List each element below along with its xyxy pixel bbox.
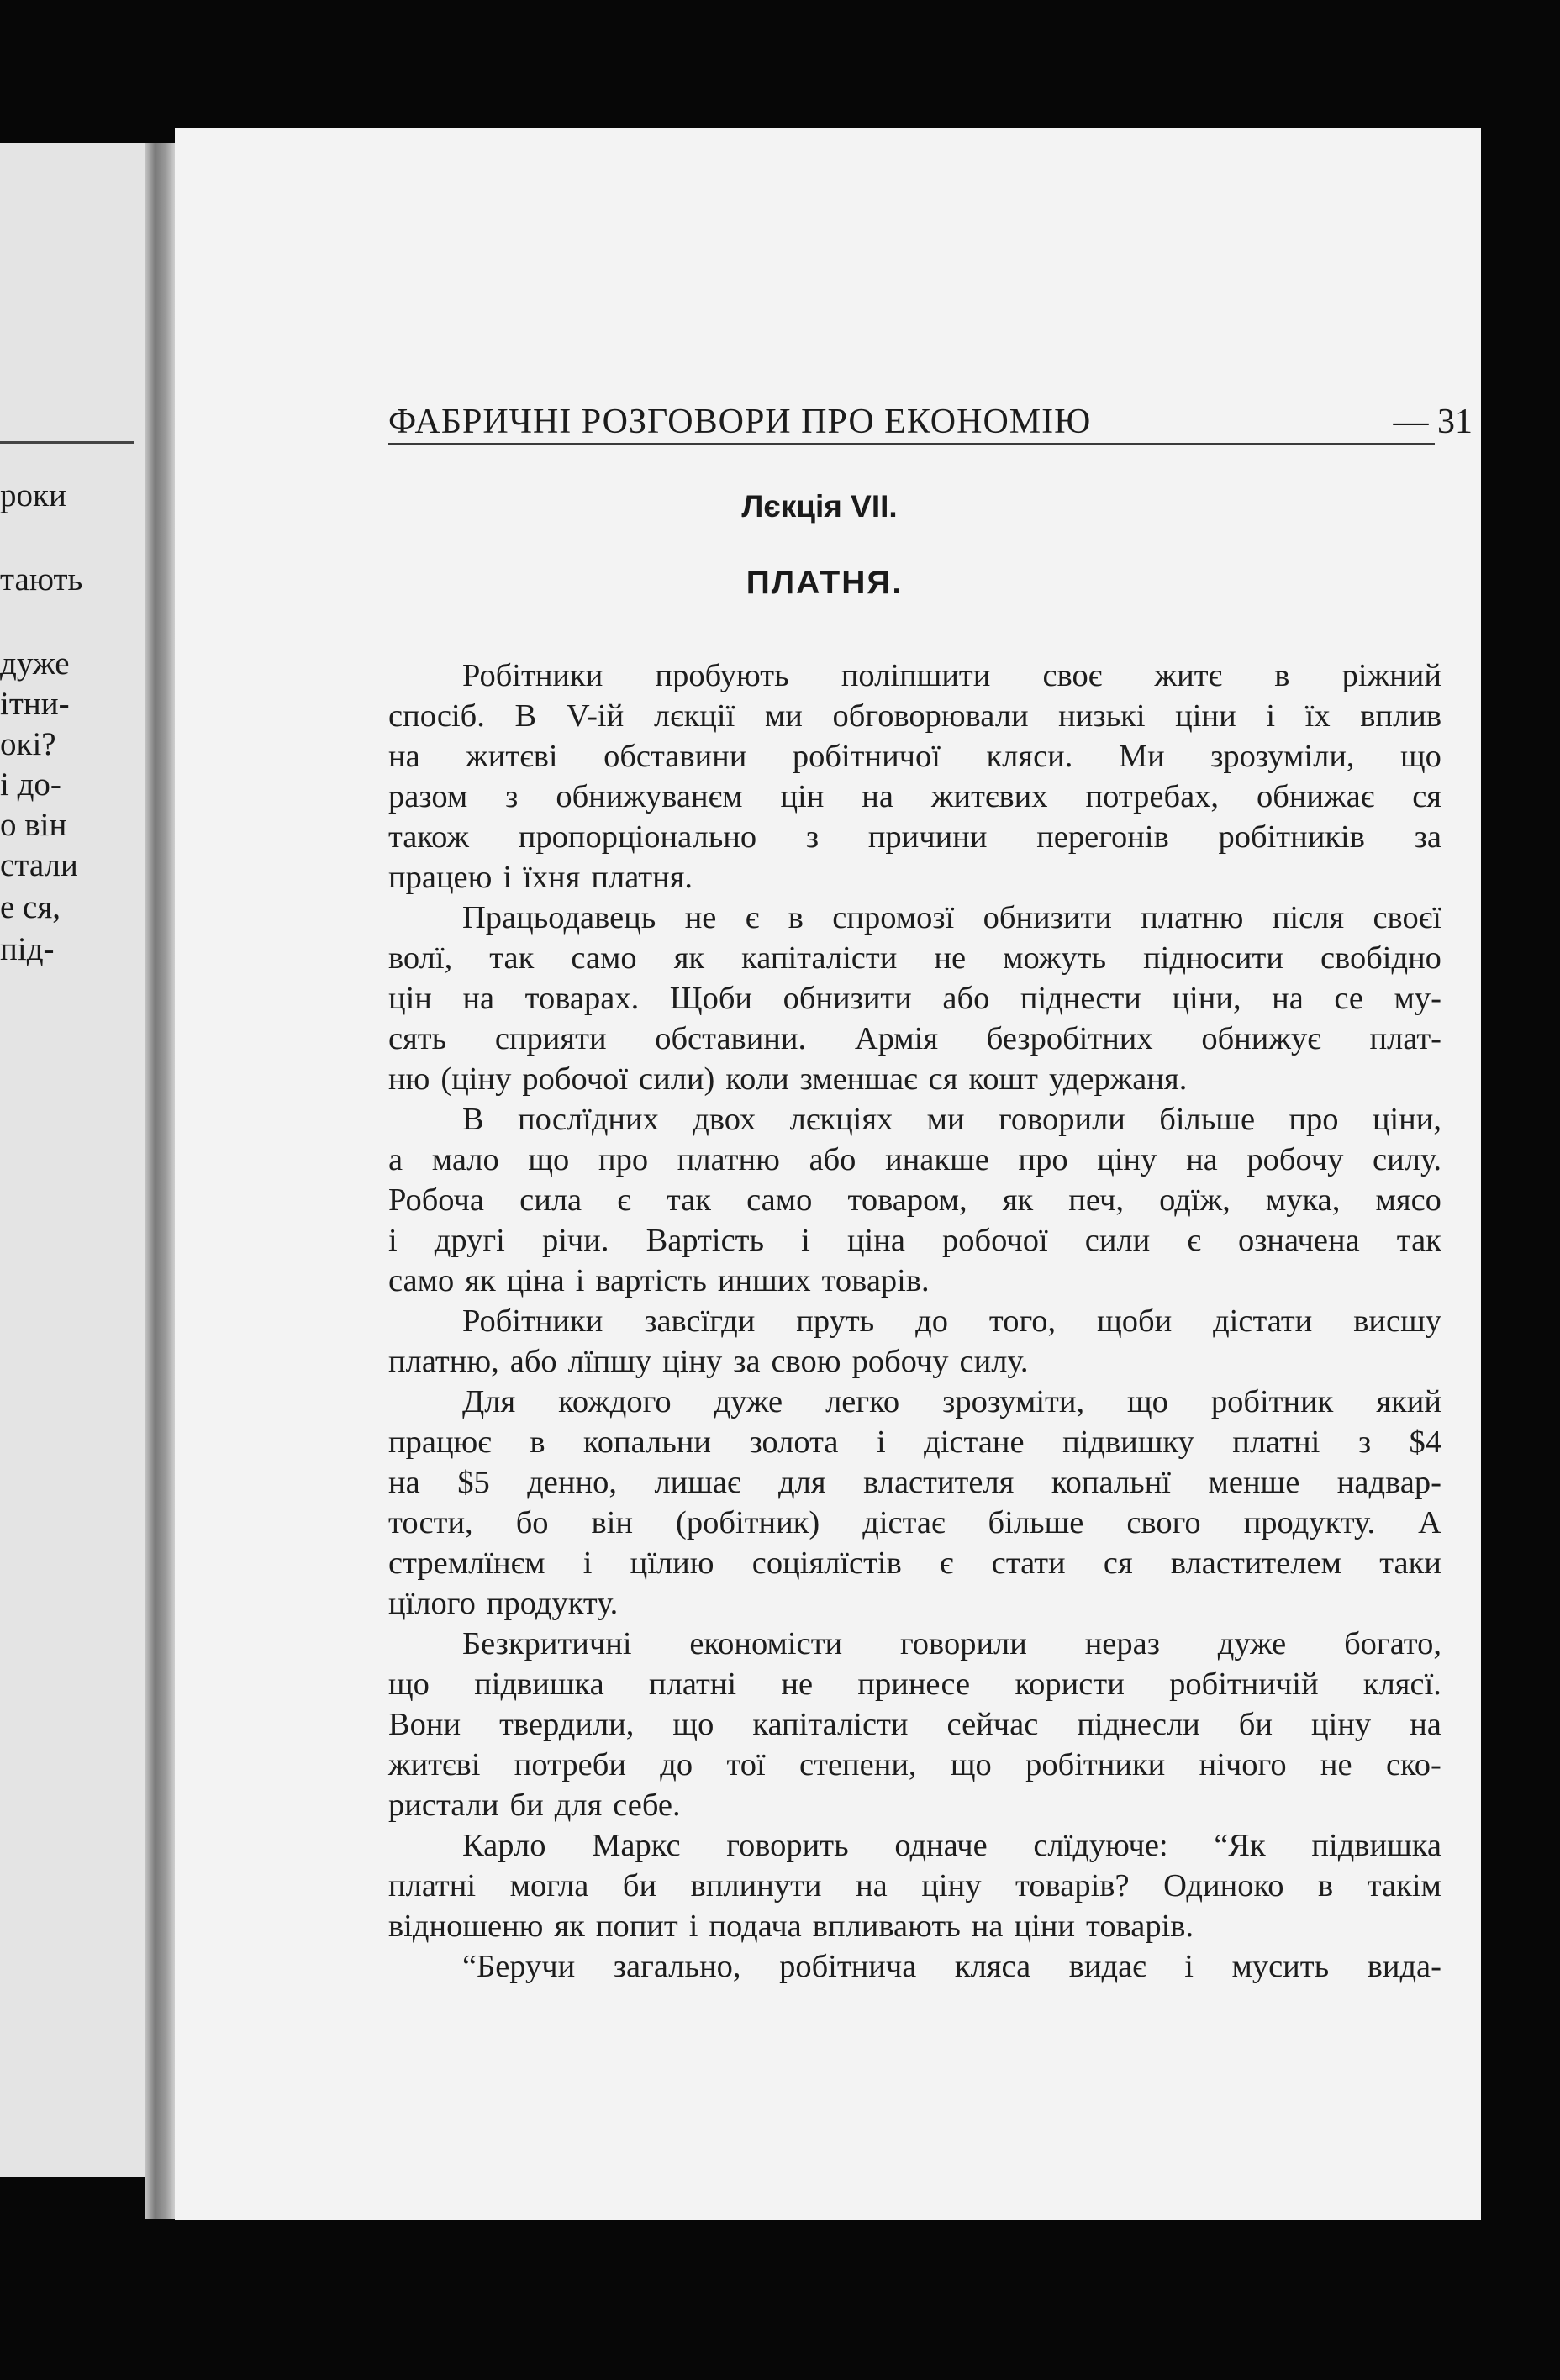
left-page-fragment: ітни-: [0, 686, 70, 722]
running-head: [388, 395, 1473, 445]
text-line: також пропорціонально з причини перегонів робітників за: [388, 819, 1441, 855]
paragraph: [388, 1946, 1441, 1987]
text-line: тости, бо він (робітник) дістає більше свого продукту. А: [388, 1505, 1441, 1540]
left-page-fragment: під-: [0, 931, 55, 967]
running-head-rule: [388, 443, 1435, 445]
text-line: платні могла би вплинути на ціну товарів? Одиноко в такім: [388, 1868, 1441, 1903]
paragraph: [388, 1382, 1441, 1624]
left-page-fragment: і до-: [0, 766, 61, 803]
text-line: платню, або лїпшу ціну за свою робочу силу.: [388, 1344, 1029, 1379]
text-line: “Беручи загально, робітнича кляса видає і мусить вида-: [462, 1949, 1441, 1984]
book-gutter: [145, 143, 175, 2219]
text-line: Працьодавець не є в спромозї обнизити платню після своєї: [462, 900, 1441, 935]
text-line: спосіб. В V-ій лєкції ми обговорювали низькі ціни і їх вплив: [388, 698, 1441, 734]
text-line: на $5 денно, лишає для властителя копальнї менше надвар-: [388, 1465, 1441, 1500]
left-page-fragment: дуже: [0, 645, 70, 682]
left-page-fragment: е ся,: [0, 889, 61, 925]
text-line: ню (ціну робочої сили) коли зменшає ся кошт удержаня.: [388, 1061, 1188, 1097]
text-line: волї, так само як капіталісти не можуть підносити свобідно: [388, 940, 1441, 976]
text-line: Робітники пробують поліпшити своє житє в ріжний: [462, 658, 1441, 693]
paragraph: [388, 1099, 1441, 1301]
text-line: В послїдних двох лєкціях ми говорили більше про ціни,: [462, 1102, 1441, 1137]
left-page-fragment: стали: [0, 847, 78, 883]
text-line: що підвишка платні не принесе користи робітничій клясї.: [388, 1667, 1441, 1702]
running-head-title: ФАБРИЧНІ РОЗГОВОРИ ПРО ЕКОНОМІЮ: [388, 403, 1092, 441]
text-line: цїлого продукту.: [388, 1586, 619, 1621]
text-line: працею і їхня платня.: [388, 860, 693, 895]
left-facing-page: [0, 143, 150, 2177]
text-line: і другі річи. Вартість і ціна робочої сили є означена так: [388, 1223, 1441, 1258]
left-page-fragment: роки: [0, 477, 66, 513]
left-page-fragment: тають: [0, 561, 83, 598]
text-line: цін на товарах. Щоби обнизити або піднести ціни, на се му-: [388, 981, 1441, 1016]
text-line: стремлїнєм і цїлию соціялїстів є стати ся властителем таки: [388, 1545, 1441, 1581]
text-line: разом з обнижуванєм цін на житєвих потребах, обнижає ся: [388, 779, 1441, 814]
paragraph: [388, 1301, 1441, 1382]
text-line: Робітники завсїгди пруть до того, щоби дістати висшу: [462, 1303, 1441, 1339]
text-line: а мало що про платню або инакше про ціну на робочу силу.: [388, 1142, 1441, 1177]
left-page-fragment: окі?: [0, 726, 56, 762]
paragraph: [388, 656, 1441, 898]
left-page-header-rule: [0, 441, 134, 444]
page-number: — 31: [1393, 403, 1473, 441]
paragraph: [388, 898, 1441, 1099]
text-line: сять сприяти обставини. Армія безробітних обнижує плат-: [388, 1021, 1441, 1056]
text-line: ристали би для себе.: [388, 1788, 681, 1823]
body-text: [388, 656, 1441, 1987]
text-line: Для кождого дуже легко зрозуміти, що робітник який: [462, 1384, 1441, 1419]
left-page-fragment: о він: [0, 807, 67, 843]
text-line: Безкритичні економісти говорили нераз дуже богато,: [462, 1626, 1441, 1661]
lecture-heading: Лєкція VII.: [741, 489, 898, 524]
text-line: на житєві обставини робітничої кляси. Ми зрозуміли, що: [388, 739, 1441, 774]
text-line: працює в копальни золота і дістане підвишку платні з $4: [388, 1424, 1441, 1460]
text-line: житєві потреби до тої степени, що робітники нічого не ско-: [388, 1747, 1441, 1782]
paragraph: [388, 1825, 1441, 1946]
paragraph: [388, 1624, 1441, 1825]
text-line: відношеню як попит і подача впливають на ціни товарів.: [388, 1909, 1194, 1944]
text-line: Карло Маркс говорить одначе слїдуюче: “Як підвишка: [462, 1828, 1441, 1863]
right-page: [175, 128, 1481, 2220]
section-title: ПЛАТНЯ.: [746, 565, 904, 601]
text-line: Вони твердили, що капіталісти сейчас піднесли би ціну на: [388, 1707, 1441, 1742]
text-line: Робоча сила є так само товаром, як печ, одїж, мука, мясо: [388, 1182, 1441, 1218]
text-line: само як ціна і вартість инших товарів.: [388, 1263, 930, 1298]
